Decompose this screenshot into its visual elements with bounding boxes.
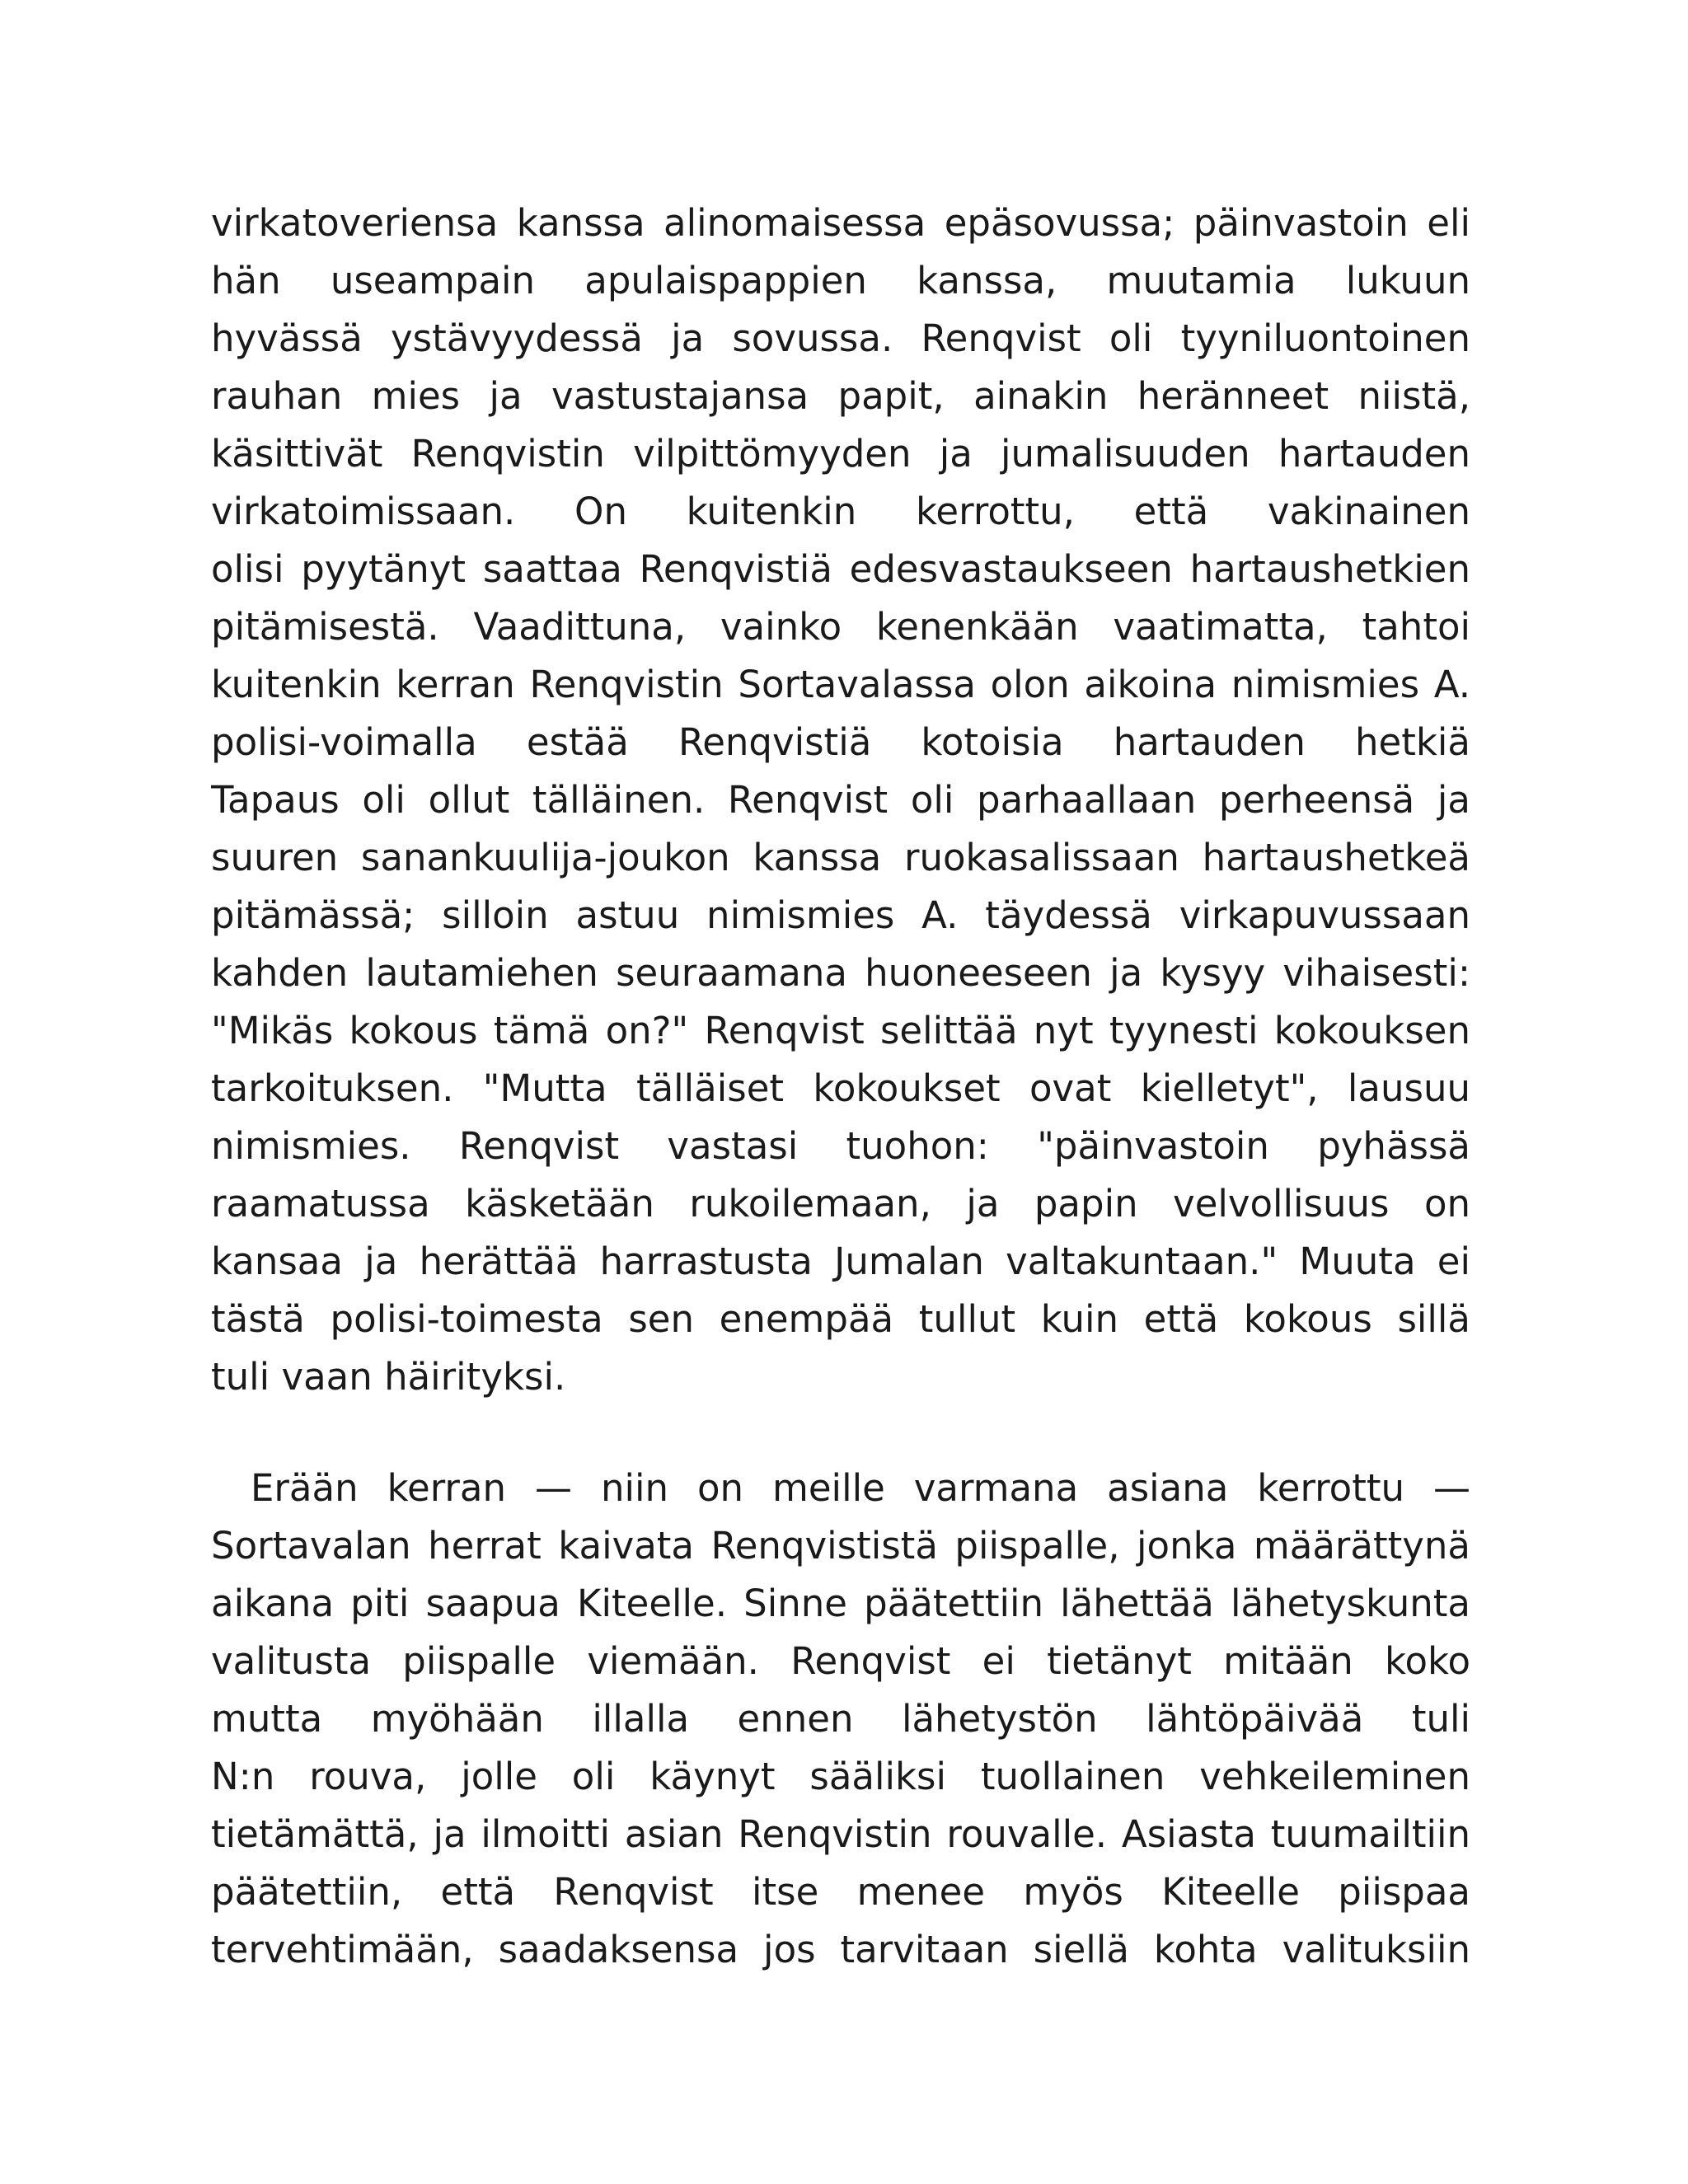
text-line: Erään kerran — niin on meille varmana asiana kerrottu —	[251, 1466, 1470, 1510]
text-line: valitusta piispalle viemään. Renqvist ei tietänyt mitään koko	[211, 1639, 1470, 1683]
text-line: käsittivät Renqvistin vilpittömyyden ja jumalisuuden hartauden	[211, 432, 1470, 476]
text-line: tietämättä, ja ilmoitti asian Renqvistin rouvalle. Asiasta tuumailtiin	[211, 1812, 1470, 1856]
text-line: kuitenkin kerran Renqvistin Sortavalassa olon aikoina nimismies A.	[211, 663, 1470, 706]
text-line: olisi pyytänyt saattaa Renqvistiä edesvastaukseen hartaushetkien	[211, 547, 1470, 591]
text-line: tuli vaan häirityksi.	[211, 1355, 566, 1399]
text-line: mutta myöhään illalla ennen lähetystön lähtöpäivää tuli	[211, 1697, 1470, 1741]
text-line: pitämisestä. Vaadittuna, vainko kenenkään vaatimatta, tahtoi	[211, 605, 1470, 649]
text-line: nimismies. Renqvist vastasi tuohon: "päinvastoin pyhässä	[211, 1124, 1470, 1168]
text-line: tervehtimään, saadaksensa jos tarvitaan siellä kohta valituksiin	[211, 1928, 1470, 1971]
text-line: suuren sanankuulija-joukon kanssa ruokasalissaan hartaushetkeä	[211, 836, 1470, 879]
text-line: Sortavalan herrat kaivata Renqvististä piispalle, jonka määrättynä	[211, 1524, 1470, 1568]
text-line: tästä polisi-toimesta sen enempää tullut kuin että kokous sillä	[211, 1297, 1470, 1341]
paragraph-1	[211, 194, 1470, 1406]
paragraph-2	[211, 1460, 1470, 1979]
text-line: virkatoveriensa kanssa alinomaisessa epäsovussa; päinvastoin eli	[211, 201, 1470, 245]
text-line: rauhan mies ja vastustajansa papit, ainakin heränneet niistä,	[211, 374, 1470, 418]
text-line: hän useampain apulaispappien kanssa, muutamia lukuun	[211, 259, 1470, 302]
text-line: N:n rouva, jolle oli käynyt sääliksi tuollainen vehkeileminen	[211, 1755, 1470, 1798]
text-line: virkatoimissaan. On kuitenkin kerrottu, että vakinainen	[211, 490, 1470, 533]
text-line: raamatussa käsketään rukoilemaan, ja papin velvollisuus on	[211, 1182, 1470, 1226]
text-line: hyvässä ystävyydessä ja sovussa. Renqvist oli tyyniluontoinen	[211, 316, 1470, 360]
text-line: tarkoituksen. "Mutta tälläiset kokoukset ovat kielletyt", lausuu	[211, 1066, 1470, 1110]
text-line: päätettiin, että Renqvist itse menee myös Kiteelle piispaa	[211, 1870, 1470, 1914]
paragraph-gap	[211, 1406, 1470, 1460]
text-line: kahden lautamiehen seuraamana huoneeseen ja kysyy vihaisesti:	[211, 951, 1470, 995]
text-line: polisi-voimalla estää Renqvistiä kotoisia hartauden hetkiä	[211, 720, 1470, 764]
text-line: Tapaus oli ollut tälläinen. Renqvist oli parhaallaan perheensä ja	[211, 778, 1470, 822]
text-line: kansaa ja herättää harrastusta Jumalan valtakuntaan." Muuta ei	[211, 1240, 1470, 1283]
body-text	[211, 194, 1470, 1979]
text-line: pitämässä; silloin astuu nimismies A. täydessä virkapuvussaan	[211, 893, 1470, 937]
text-line: "Mikäs kokous tämä on?" Renqvist selittää nyt tyynesti kokouksen	[211, 1009, 1470, 1052]
text-line: aikana piti saapua Kiteelle. Sinne päätettiin lähettää lähetyskunta	[211, 1582, 1470, 1625]
